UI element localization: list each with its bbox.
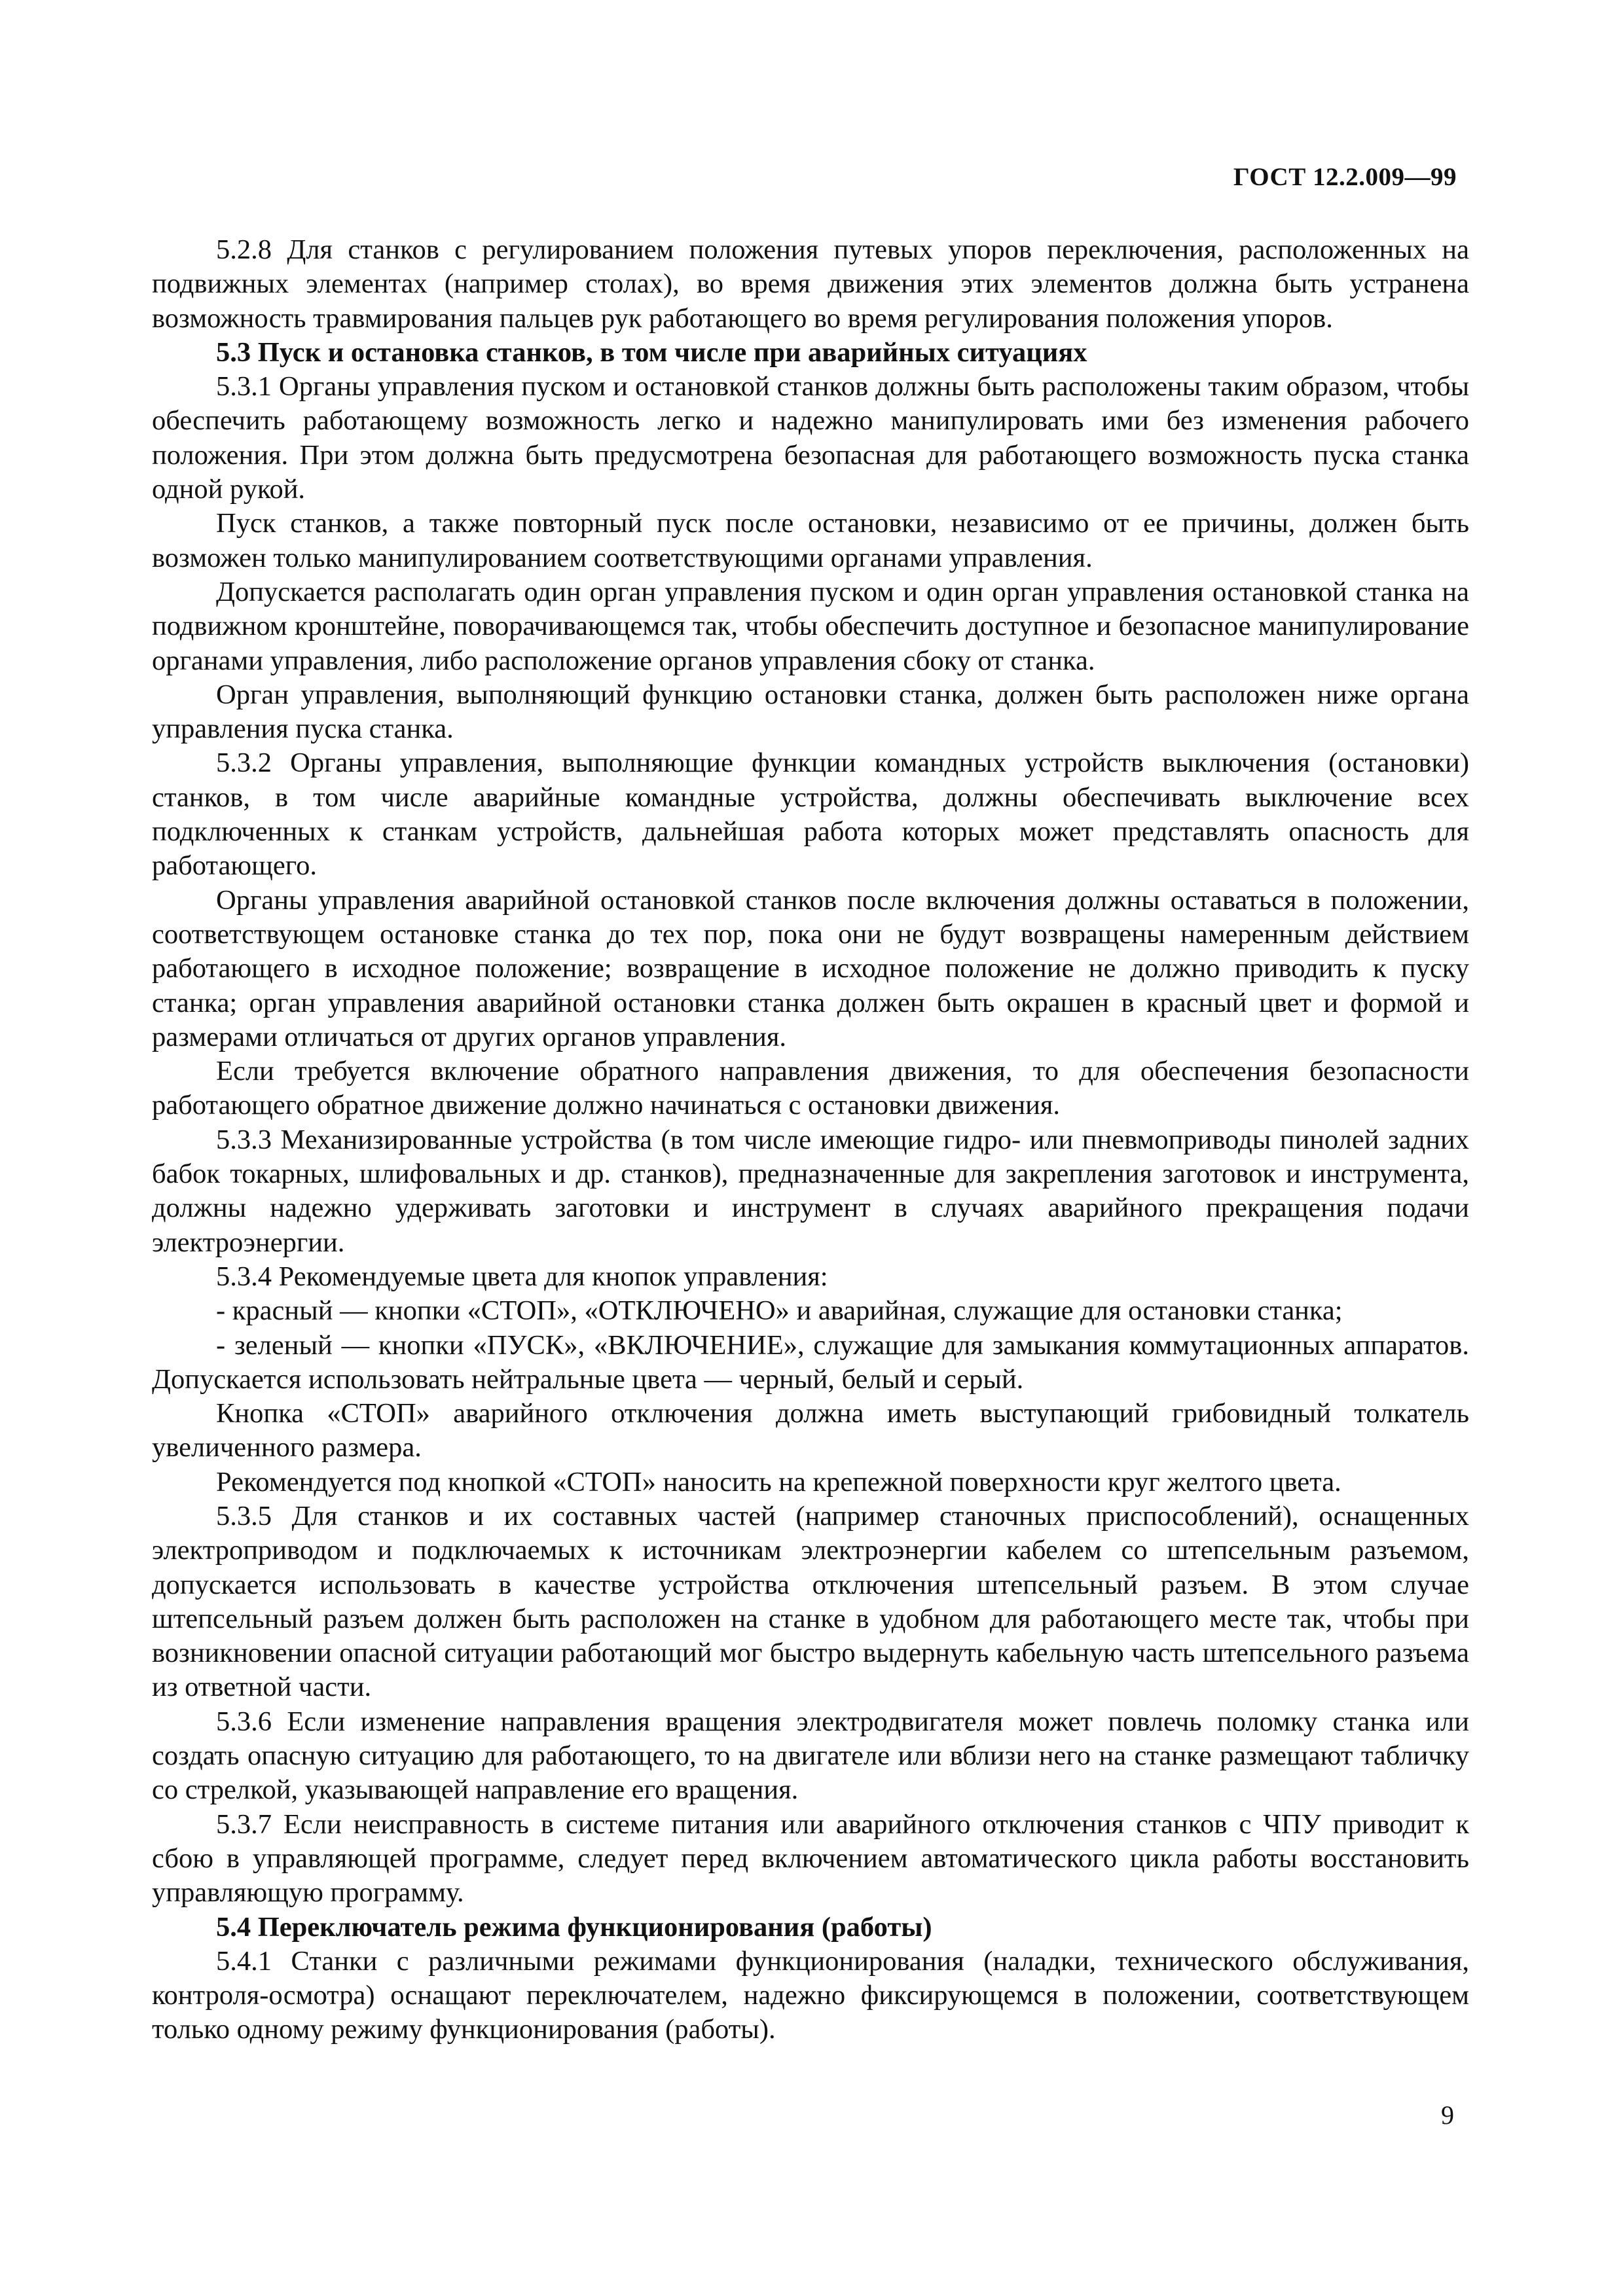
- paragraph: Допускается располагать один орган управления пуском и один орган управления остановкой станка на подвижном кронштейне, поворачивающемся так, чтобы обеспечить доступное и безопасное манипулирование органами управления, либо расположение органов управления сбоку от станка.: [152, 576, 1469, 676]
- paragraph: Рекомендуется под кнопкой «СТОП» наносить на крепежной поверхности круг желтого цвета.: [216, 1466, 1341, 1498]
- document-body: [152, 233, 1469, 2047]
- paragraph: Орган управления, выполняющий функцию остановки станка, должен быть расположен ниже органа управления пуска станка.: [152, 679, 1469, 745]
- paragraph: Органы управления аварийной остановкой станков после включения должны оставаться в положении, соответствующем остановке станка до тех пор, пока они не будут возвращены намеренным действием работающего в исходное положение; возвращение в исходное положение не должно приводить к пуску станка; орган управления аварийной остановки станка должен быть окрашен в красный цвет и формой и размерами отличаться от других органов управления.: [152, 884, 1469, 1052]
- paragraph-5-3-7: 5.3.7 Если неисправность в системе питания или аварийного отключения станков с ЧПУ приводит к сбою в управляющей программе, следует перед включением автоматического цикла работы восстановить управляющую программу.: [152, 1808, 1469, 1909]
- list-item-red: - красный — кнопки «СТОП», «ОТКЛЮЧЕНО» и аварийная, служащие для остановки станка;: [216, 1295, 1343, 1327]
- section-heading-5-4: 5.4 Переключатель режима функционирования (работы): [216, 1911, 932, 1943]
- paragraph-5-4-1: 5.4.1 Станки с различными режимами функционирования (наладки, технического обслуживания, контроля-осмотра) оснащают переключателем, надежно фиксирующемся в положении, соответствующем только одному режиму функционирования (работы).: [152, 1945, 1469, 2045]
- paragraph-5-3-1: 5.3.1 Органы управления пуском и остановкой станков должны быть расположены таким образом, чтобы обеспечить работающему возможность легко и надежно манипулировать ими без изменения рабочего положения. При этом должна быть предусмотрена безопасная для работающего возможность пуска станка одной рукой.: [152, 371, 1469, 505]
- paragraph: Пуск станков, а также повторный пуск после остановки, независимо от ее причины, должен быть возможен только манипулированием соответствующими органами управления.: [152, 508, 1469, 573]
- paragraph-5-2-8: 5.2.8 Для станков с регулированием положения путевых упоров переключения, расположенных на подвижных элементах (например столах), во время движения этих элементов должна быть устранена возможность травмирования пальцев рук работающего во время регулирования положения упоров.: [152, 234, 1469, 334]
- document-header: ГОСТ 12.2.009—99: [1233, 163, 1457, 191]
- paragraph: Если требуется включение обратного направления движения, то для обеспечения безопасности работающего обратное движение должно начинаться с остановки движения.: [152, 1056, 1469, 1121]
- paragraph: Кнопка «СТОП» аварийного отключения должна иметь выступающий грибовидный толкатель увеличенного размера.: [152, 1398, 1469, 1463]
- paragraph-5-3-2: 5.3.2 Органы управления, выполняющие функции командных устройств выключения (остановки) станков, в том числе аварийные командные устройства, должны обеспечивать выключение всех подключенных к станкам устройств, дальнейшая работа которых может представлять опасность для работающего.: [152, 747, 1469, 882]
- paragraph-5-3-3: 5.3.3 Механизированные устройства (в том числе имеющие гидро- или пневмоприводы пинолей задних бабок токарных, шлифовальных и др. станков), предназначенные для закрепления заготовок и инструмента, должны надежно удерживать заготовки и инструмент в случаях аварийного прекращения подачи электроэнергии.: [152, 1124, 1469, 1258]
- section-heading-5-3: 5.3 Пуск и остановка станков, в том числе при аварийных ситуациях: [216, 336, 1087, 368]
- paragraph-5-3-5: 5.3.5 Для станков и их составных частей (например станочных приспособлений), оснащенных электроприводом и подключаемых к источникам электроэнергии кабелем со штепсельным разъемом, допускается использовать в качестве устройства отключения штепсельный разъем. В этом случае штепсельный разъем должен быть расположен на станке в удобном для работающего месте так, чтобы при возникновении опасной ситуации работающий мог быстро выдернуть кабельную часть штепсельного разъема из ответной части.: [152, 1500, 1469, 1703]
- page-number: 9: [1441, 2100, 1454, 2130]
- paragraph-5-3-6: 5.3.6 Если изменение направления вращения электродвигателя может повлечь поломку станка или создать опасную ситуацию для работающего, то на двигателе или вблизи него на станке размещают табличку со стрелкой, указывающей направление его вращения.: [152, 1706, 1469, 1806]
- paragraph-5-3-4: 5.3.4 Рекомендуемые цвета для кнопок управления:: [216, 1261, 828, 1292]
- list-item-green: - зеленый — кнопки «ПУСК», «ВКЛЮЧЕНИЕ», служащие для замыкания коммутационных аппаратов. Допускается использовать нейтральные цвета — черный, белый и серый.: [152, 1329, 1469, 1395]
